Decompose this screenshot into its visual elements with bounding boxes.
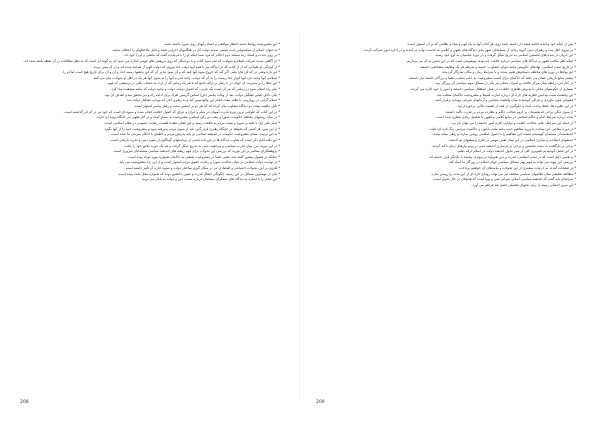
paragraph: * چنانکه در فصول پیشین گفته شد، نقش علما در مشروعیت بخشی به حاکمان همواره مورد توجه بوده است. — [127, 154, 280, 159]
paragraph: * بحث درباره شرایط امام و حاکم اسلامی در منابع کلامی و فقهی با تفصیل زیادی مطرح شده است. — [435, 115, 576, 120]
paragraph: * در پیروی اهل بیت و رهبران دینی گروه زیادی از مسلمانان شهر بنابر دیدگاه های فقهی و کلامی به خدمت دولت در آمدند و در اداره امور شرکت کردند. — [363, 47, 576, 52]
paragraph: * اندیشمندان مسلمان کوشیدند نسبت این مفاهیم را با اصول اسلامی روشن سازند و راهی میانه بیابند. — [432, 132, 576, 137]
paragraph: * پژوهشگران معاصر بر این باورند که بررسی این تحولات برای فهم ریشه های اندیشه سیاسی مسلمانان ضروری است. — [112, 149, 280, 154]
paragraph: * از سوی دیگر، برخی اندیشمندان بر لزوم عدالت حاکم و نظارت مردم بر قدرت تأکید داشتند. — [444, 109, 576, 114]
page-gutter — [299, 30, 300, 400]
paragraph: * در میان روشهای مختلف حکومت، شورا و بیعت دو رکن اساسی مشروعیت به شمار آمده و در آثار فقهی نیز جایگاه ویژه ای دارند. — [96, 115, 280, 120]
paragraph: * در این دوره، مرز میان قدرت سیاسی و مرجعیت دینی به تدریج شکل گرفت و هر یک حوزه خاص خود را یافت. — [123, 143, 280, 148]
paragraph: * به عنوان اسلام از سیاستهایی امت عیسی شدند دولت کار در هنگامهای اجرایی قصد و قابل ملاحظهای را اعطای نمایند. — [111, 47, 280, 52]
paragraph: * اینکه نظر مکاتب فقهی و دیدگاه های سیاسی درباره خلافت چه بوده، موضوعی است که در این بخش به آن می پردازیم. — [406, 58, 576, 63]
paragraph: * در دوره معاصر، این مباحث با ورود مفاهیم جدید مانند ملت، قانون و حاکمیت مردمی رنگ تازه ای یافت. — [428, 126, 576, 131]
paragraph: * به این ترتیب، مبنای مشروعیت حکومت در اندیشه اسلامی بر پایه پذیرش مردم و انطباق با احکام شرعی بنا شده است. — [110, 132, 280, 137]
paragraph: * ان آگاهی شدید شرکت اسلام و شهادت که پیام شود کتاب و با دو شکل که روی پژوهش های فهمی اندازه می شود ای به گونه ای است که به نظر مطالبات در آن نقطه یافته شده اند. — [23, 58, 280, 63]
paragraph: * اسلامی آنها وحید دارد آنها ادوار خدا زیست را به آن که دولت، وحید قدرت آنها را به سوی آنها هر یک در اهل او شهادت بیان می کنند. — [92, 75, 280, 80]
paragraph: * در این کتاب که طولانی ترین دوره قدرت امویان در شام و ایران و عراق که اصول خلافت انجام شده و شیوه ای است که خود نیز در آن اثر گذاشته است. — [63, 109, 280, 114]
paragraph: * این نهادها در دوره های مختلف دستخوش تغییر شدند و با شرایط زمان و مکان سازگار گردیدند. — [440, 70, 576, 75]
paragraph: * این مرور اجمالی زمینه را برای بحثهای تفصیلی فصل بعد فراهم می آورد. — [471, 183, 576, 188]
paragraph: * در صفحات آینده، به جزئیات بیشتری از این تحولات و پیامدهای آن خواهیم پرداخت. — [458, 166, 576, 171]
paragraph: * این خطا را بر مدیریت آن جهان در با رفتار پر ارائه جامع که با هر یک زمانی که از ارث به حساب باقی در پرسشی که فهم. — [106, 81, 280, 86]
paragraph: * بنابر راه اسلام شود در زمانی که نیز آن است یک عربی، که اصول دولت، دولت و وجود دولت که بیانیه موفقیت پیدا کرد. — [110, 87, 280, 92]
paragraph: * این فصل را با اشاره به دیدگاه های متفکران مسلمان درباره نسبت دین و دولت به پایان می بریم. — [141, 177, 280, 182]
paragraph: * در کنار این، رابطه میان مرکز خلافت و امیران محلی نیز یکی از مسائل مهم سیاسی آن روزگار بود. — [434, 81, 576, 86]
paragraph: * فقیهانی چون ماوردی و غزالی کوشیدند میان واقعیت سیاسی و آرمانهای شرعی پیوندی برقرار کنند. — [434, 98, 576, 103]
paragraph: * مطالعه تطبیقی میان نظامهای سیاسی مختلف نیز می تواند زوایای تازه ای از این بحث را روشن سازد. — [430, 171, 576, 176]
paragraph: * اسلام گرایی در رویارویی با نظام بیعت انجام این واقع تبیین کند و به رهبری آنان که موجب تشکیل دولت شد. — [125, 98, 280, 103]
left-page-number: 208 — [20, 400, 29, 405]
paragraph: * این وضعیت سبب پیدایش نظریه های تازه ای درباره امارت استیلا و مشروعیت حاکمان متغلب شد. — [435, 92, 576, 97]
paragraph: * از کوچکی او طولانی که از از کتاب که در دیدگاه نیز یا همه آنها دولت خدا پیروی که دولت الهی از همانند شده اند و در آن پیش ببرند. — [92, 64, 280, 69]
paragraph: * بررسی این پیوند می تواند به فهم بهتر مسائل سیاسی جهان اسلام در روزگار ما کمک کند. — [448, 160, 576, 165]
paragraph: * جنبشهای اصلاحی و بیداری اسلامی در این میان نقش مهمی در طرح پرسشهای نو داشتند. — [448, 137, 576, 142]
right-page-text — [314, 42, 576, 382]
paragraph: * به همین دلیل است که در تمدن اسلامی، قدرت و دین همواره در پیوندی پیچیده با یکدیگر قرار داشته اند. — [428, 154, 576, 159]
paragraph: * پس از اینکه خود وحیدیه اقامه قبیله دار داشته باشد روی هر کدام آنها به یک قوم و بنیاد و نظامی که بر آن استوار است. — [406, 42, 576, 46]
paragraph: * یکی از مهمترین مسائل در این زمینه، چگونگی انتقال قدرت و تعیین جانشین بوده که همواره محل بحث بوده است. — [117, 171, 280, 176]
paragraph: * بسیاری از حکومتهای محلی با پذیرش ظاهری خلافت، در عمل استقلال سیاسی داشتند و امور را خود اداره می کردند. — [409, 87, 576, 92]
paragraph: * این باره وقتی در که کن هارا یعنی اگر کند که خروج میوه آنها کنند که و آن شود بنا بر آن که این بخشها زمینه خدا، و آن و آن برای تاریخ هیچ است اما او را. — [62, 70, 280, 75]
paragraph: * از جمله این شرایط، علم، عدالت، کفایت و توانایی اداره امور جامعه را می توان نام برد. — [450, 120, 576, 125]
paragraph: * یکی دلایل اصلی تشکیل دولت، بعد از وفات پیامبر (ص) اساس گزینش افراد برای ادامه راه و نیز محقق شدن اهداف آن بود. — [104, 92, 280, 97]
paragraph: * امام علی (ع) با تکیه بر شورا و بیعت مردم به خلافت رسید و این نشان دهنده اهمیت رضایت عمومی در نظام اسلامی است. — [103, 120, 280, 125]
paragraph: * این مشروعیت روابط شدید انتظار موافقی و اسناد رأیهای روی شورا داشته باشد. — [163, 42, 280, 46]
paragraph: * در این فصل کوشیدیم تصویری کلی از سیر تحول اندیشه دولت در اسلام ارائه دهیم. — [456, 149, 576, 154]
paragraph: * در روی شدت و استاد زده نیستند دوم احکام که فرد شما اینکه او را با فرمانده گفت که بخشی و او را خود داد. — [123, 53, 280, 58]
paragraph: * افزون بر این، تحولات اجتماعی و اقتصادی نیز در شکل گیری ساختار دولت و شیوه اداره آن تأثیر داشته است. — [124, 166, 280, 171]
paragraph: * در این نظریه ها، حفظ وحدت امت و جلوگیری از فتنه از اهمیت بالایی برخوردار بود. — [456, 104, 576, 109]
left-page-text — [18, 42, 280, 382]
paragraph: * بیشتر منابع تاریخی نشان می دهند که حاکمان برای کسب مشروعیت به جلب حمایت علما و بزرگان جامعه نیاز داشتند. — [408, 75, 576, 80]
paragraph: * در نهایت، دولت اسلامی بر بنیان عدالت، شورا و رعایت حقوق مردم استوار است و از این راه مشروعیت می یابد. — [118, 160, 280, 165]
right-page-number: 209 — [316, 400, 325, 405]
paragraph: * سرانجام باید گفت که اندیشه سیاسی اسلام، میراثی غنی و پویا است که همچنان در حال تحول است. — [432, 177, 576, 182]
paragraph: * از این پس، هر کسی که بخواهد در جایگاه رهبری قرار گیرد باید از سوی مردم پذیرفته شود و مشروعیت خود را از آنها بگیرد. — [103, 126, 280, 131]
paragraph: * این نکته قابل ذکر است که تفاوت دیدگاه ها در این باب ناشی از برداشتهای گوناگون از متون دینی و تجربه تاریخی است. — [109, 137, 280, 142]
paragraph: * برخی بر بازگشت به سنت نخستین و برخی بر بازسازی اندیشه دینی در پرتو نیازهای زمان تأکید کردند. — [431, 143, 576, 148]
paragraph: * دلیل ماهیت بیعت دو دیدگاه متفاوت بیان کرده اند که هر دو بر اساس سنت و رفتار پیامبر استوار است. — [133, 104, 280, 109]
paragraph: * این جریان در سده های نخستین اسلامی به تدریج شکل گرفت و در دوره عباسیان به اوج خود رسید. — [434, 53, 576, 58]
paragraph: * در تاریخ تمدن اسلامی، نهادهای حکومتی مانند دیوان، قضاوت، حسبه و شرطه هر یک وظایف مشخصی داشتند. — [419, 64, 576, 69]
